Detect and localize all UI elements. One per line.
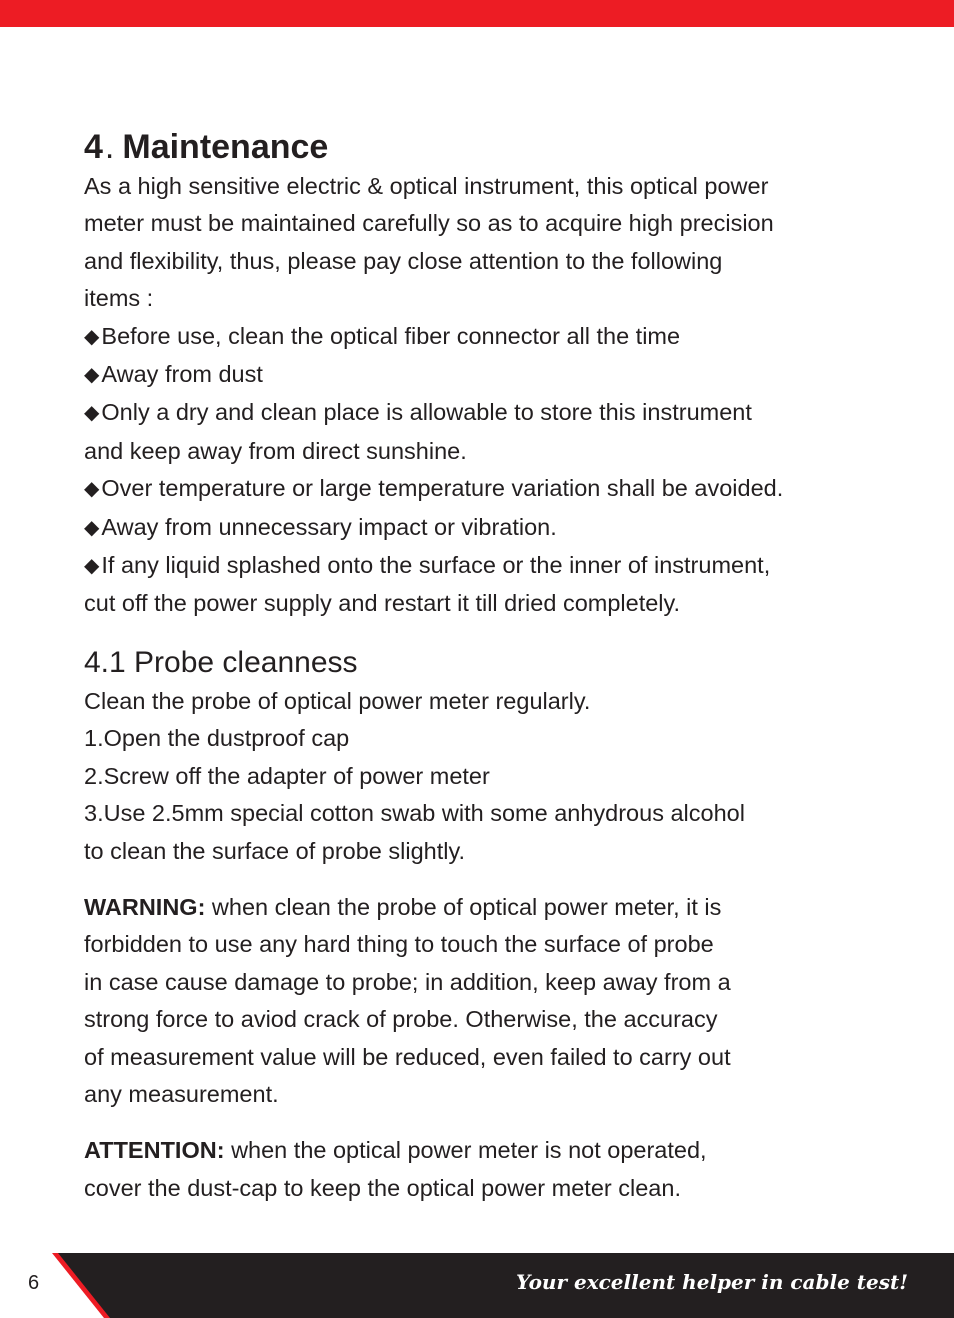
intro-line: As a high sensitive electric & optical instrument, this optical power xyxy=(84,173,769,199)
maintenance-bullet-list xyxy=(84,318,874,623)
bullet-text: Away from dust xyxy=(101,361,263,388)
subsection-heading: 4.1 Probe cleanness xyxy=(84,645,358,679)
diamond-bullet-icon: ◆ xyxy=(84,364,100,387)
step-line: to clean the surface of probe slightly. xyxy=(84,837,466,864)
attention-text: when the optical power meter is not operated, xyxy=(224,1137,707,1164)
step-line: 3.Use 2.5mm special cotton swab with some anhydrous alcohol xyxy=(84,800,745,827)
intro-line: items : xyxy=(84,285,154,312)
bullet-item xyxy=(84,547,874,585)
warning-first-line xyxy=(84,889,874,926)
bullet-text: If any liquid splashed onto the surface or the inner of instrument, xyxy=(101,552,771,579)
diamond-bullet-icon: ◆ xyxy=(84,478,100,501)
section-number: 4 xyxy=(84,128,103,166)
bullet-text: Before use, clean the optical fiber connector all the time xyxy=(101,322,681,349)
warning-label: WARNING: xyxy=(84,893,206,920)
diamond-bullet-icon: ◆ xyxy=(84,402,100,425)
bullet-continuation: and keep away from direct sunshine. xyxy=(84,437,467,464)
warning-line: in case cause damage to probe; in addition, keep away from a xyxy=(84,968,731,995)
top-accent-bar xyxy=(0,0,954,27)
warning-line: of measurement value will be reduced, even failed to carry out xyxy=(84,1043,731,1070)
attention-label: ATTENTION: xyxy=(84,1137,225,1164)
page-number: 6 xyxy=(28,1272,40,1294)
attention-block xyxy=(84,1132,874,1207)
page-content xyxy=(84,126,874,1207)
diamond-bullet-icon: ◆ xyxy=(84,555,100,578)
bullet-item xyxy=(84,356,874,394)
bullet-text: Only a dry and clean place is allowable to store this instrument xyxy=(101,399,752,426)
spacer xyxy=(84,870,874,889)
warning-line: any measurement. xyxy=(84,1080,279,1107)
section-heading xyxy=(84,126,874,168)
probe-cleanness-steps xyxy=(84,683,874,870)
warning-text: when clean the probe of optical power meter, it is xyxy=(205,893,722,920)
diamond-bullet-icon: ◆ xyxy=(84,516,100,539)
bullet-item xyxy=(84,318,874,356)
attention-first-line xyxy=(84,1132,874,1169)
step-line: Clean the probe of optical power meter regularly. xyxy=(84,687,591,714)
bullet-item xyxy=(84,470,874,508)
bullet-text: Away from unnecessary impact or vibration. xyxy=(101,513,557,540)
bullet-text: Over temperature or large temperature variation shall be avoided. xyxy=(101,475,784,502)
warning-line: strong force to aviod crack of probe. Otherwise, the accuracy xyxy=(84,1006,718,1033)
attention-line: cover the dust-cap to keep the optical power meter clean. xyxy=(84,1174,681,1201)
warning-line: forbidden to use any hard thing to touch the surface of probe xyxy=(84,931,714,958)
bullet-continuation: cut off the power supply and restart it till dried completely. xyxy=(84,590,681,617)
step-line: 2.Screw off the adapter of power meter xyxy=(84,762,490,789)
section-separator: . xyxy=(104,128,115,166)
intro-line: and flexibility, thus, please pay close attention to the following xyxy=(84,247,723,274)
diamond-bullet-icon: ◆ xyxy=(84,325,100,348)
intro-paragraph xyxy=(84,168,874,318)
bullet-item xyxy=(84,394,874,432)
bullet-item xyxy=(84,509,874,547)
footer-tagline: Your excellent helper in cable test! xyxy=(516,1270,908,1294)
step-line: 1.Open the dustproof cap xyxy=(84,725,350,752)
warning-block xyxy=(84,889,874,1113)
section-title: Maintenance xyxy=(122,128,329,166)
spacer xyxy=(84,1113,874,1132)
intro-line: meter must be maintained carefully so as to acquire high precision xyxy=(84,210,774,237)
